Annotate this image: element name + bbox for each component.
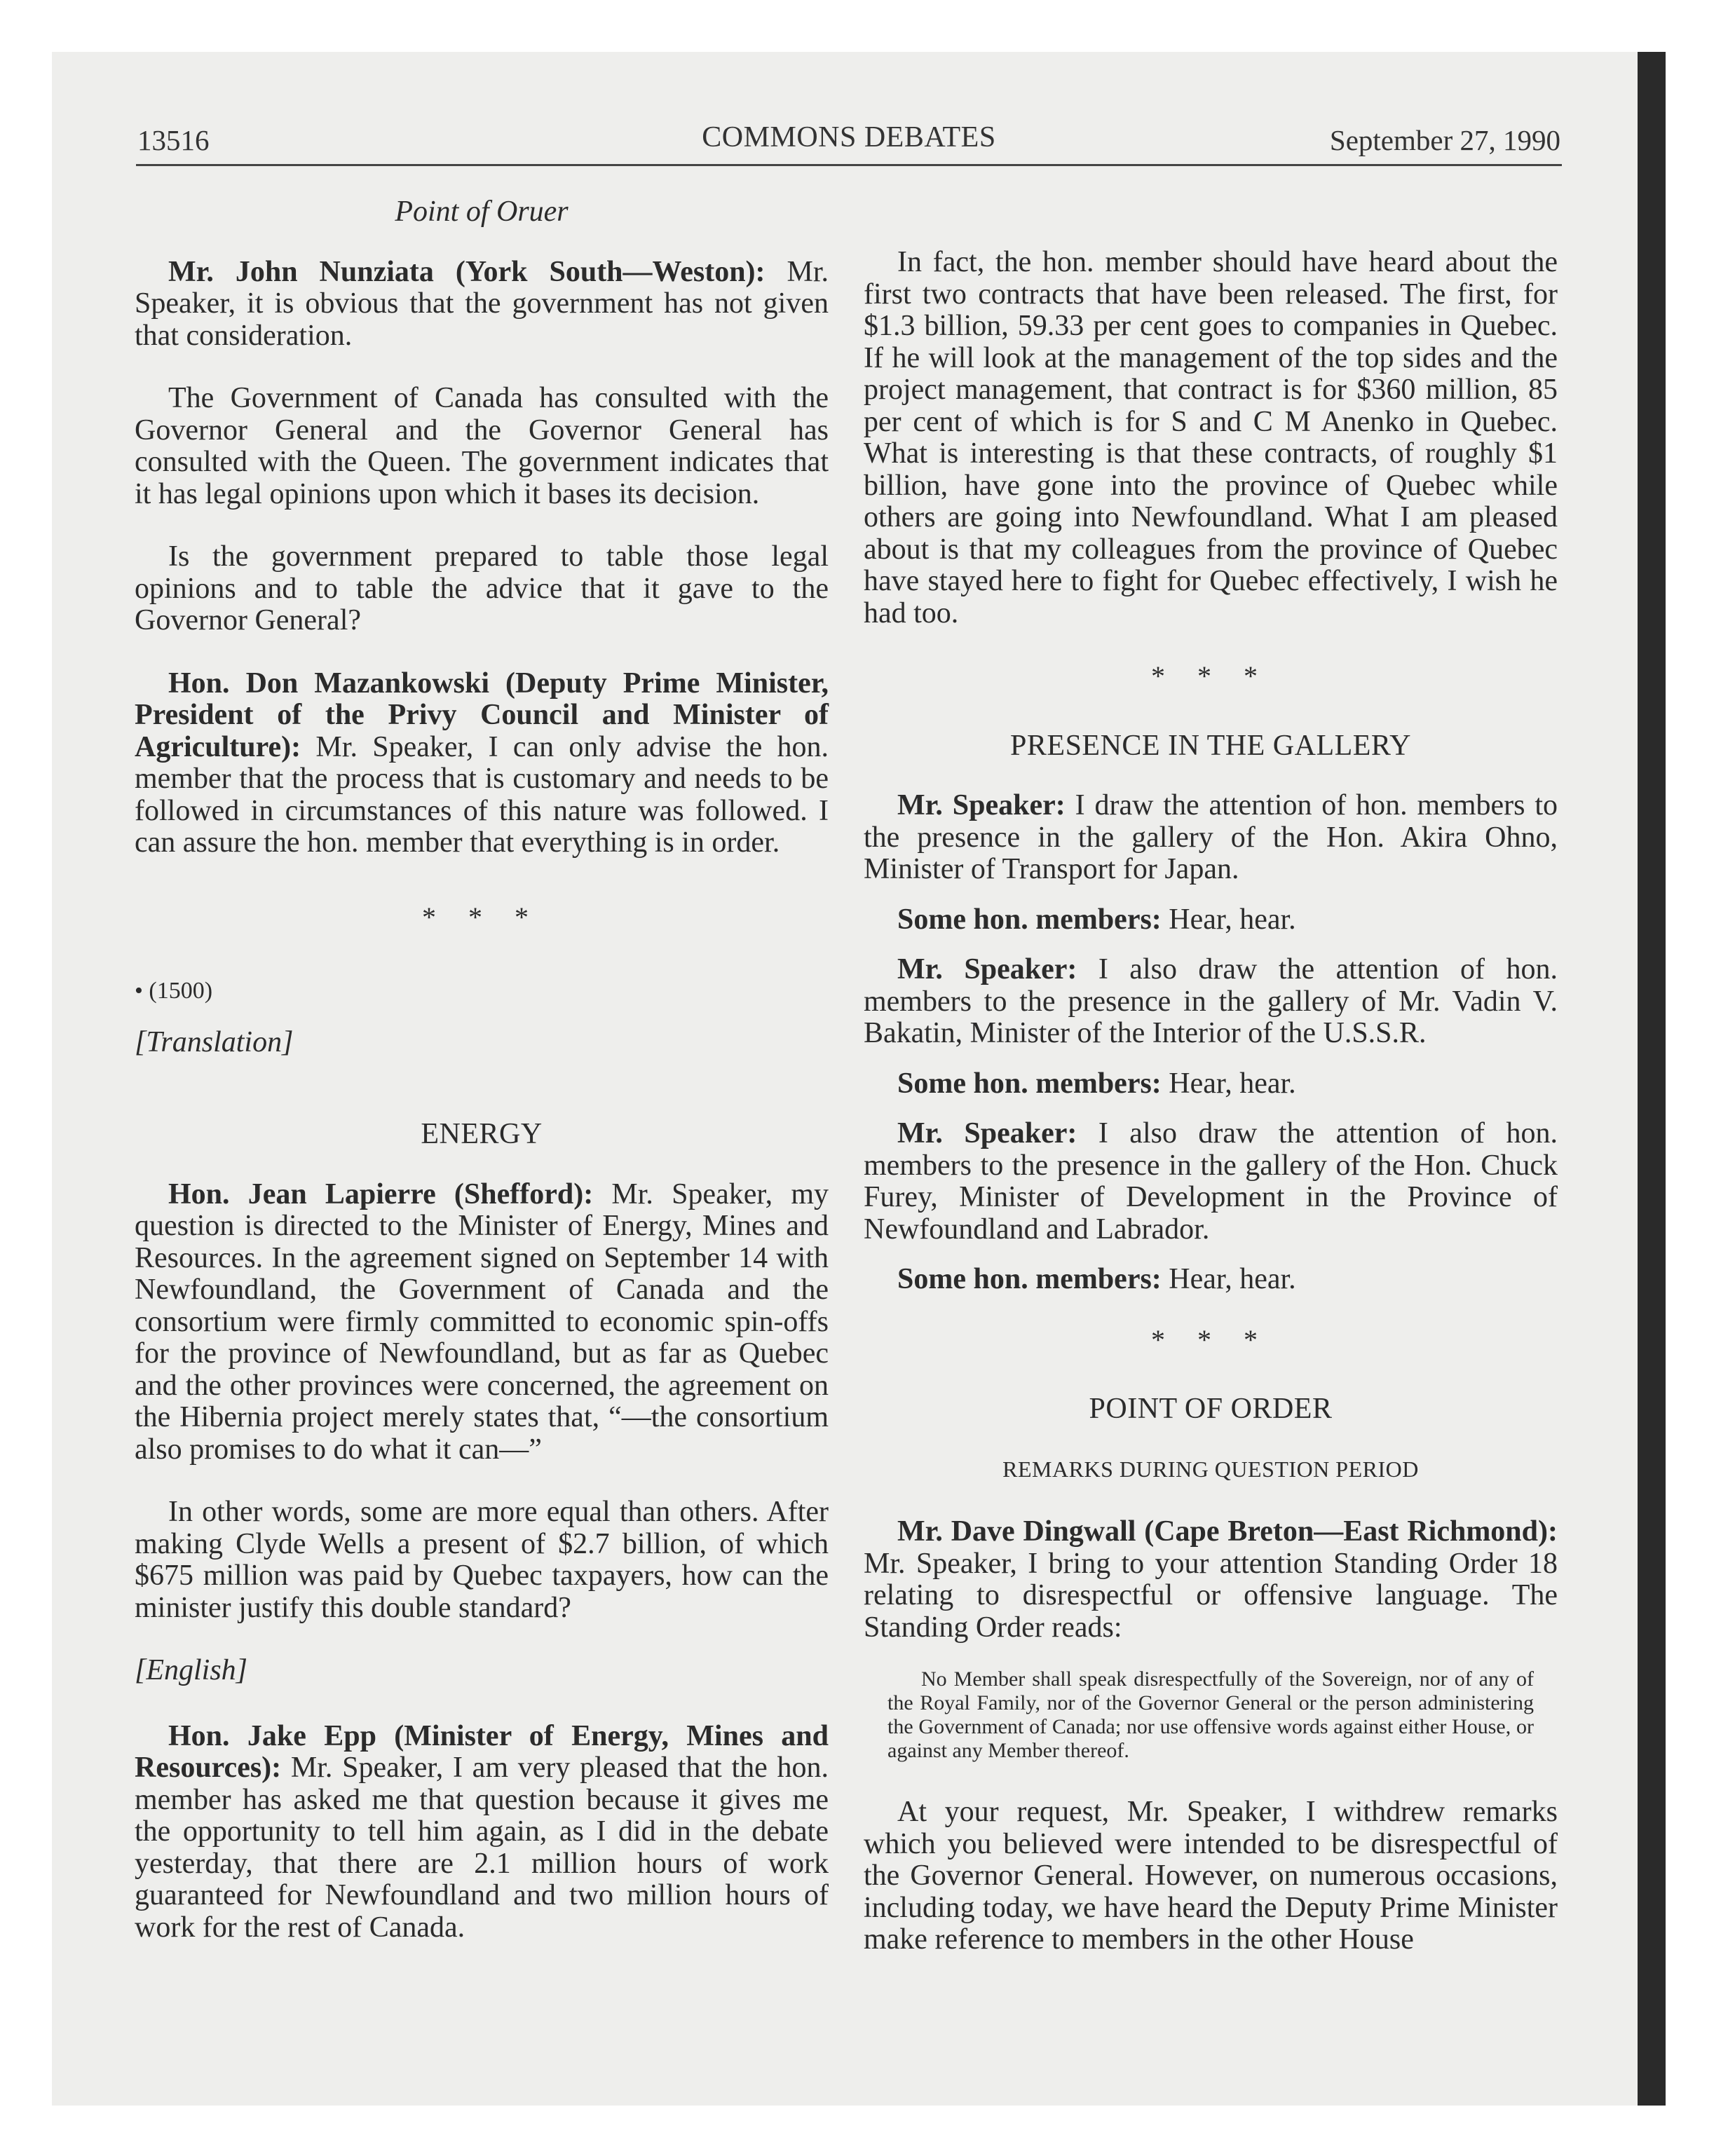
- left-column: [135, 196, 829, 1974]
- subsection-heading: REMARKS DURING QUESTION PERIOD: [1002, 1456, 1419, 1482]
- paragraph: [864, 1068, 1558, 1100]
- translation-tag: [Translation]: [135, 1025, 294, 1058]
- english-tag: [English]: [135, 1654, 248, 1686]
- speech-text: Mr. Speaker, I am very pleased that the hon. member has asked me that question because it gives me the opportunity to tell him again, as I did in the debate yesterday, that there are 2.1 million hours of work guaranteed for Newfoundland and two million hours of work for the rest of Canada.: [135, 1752, 829, 1944]
- speaker-name: Some hon. members:: [897, 1263, 1162, 1295]
- page-number: 13516: [137, 124, 210, 156]
- speaker-name: Hon. Jake Epp (Minister of Energy, Mines and Resources):: [135, 1719, 829, 1784]
- paragraph: [864, 1118, 1558, 1246]
- speech-text: Mr. Speaker, my question is directed to the Minister of Energy, Mines and Resources. In the agreement signed on September 14 with Newfoundland, the Government of Canada and the consortium were firmly committed to economic spin-offs for the province of Newfoundland, but as far as Quebec and the other provinces were concerned, the agreement on the Hibernia project merely states that, “—the consortium also promises to do what it can—”: [135, 1178, 829, 1466]
- speech-text: Hear, hear.: [1161, 1263, 1296, 1295]
- speaker-name: Mr. Speaker:: [897, 789, 1066, 821]
- speaker-name: Mr. Dave Dingwall (Cape Breton—East Richmond):: [897, 1515, 1558, 1548]
- paragraph: [864, 1264, 1558, 1296]
- speaker-name: Mr. John Nunziata (York South—Weston):: [168, 255, 766, 288]
- paragraph: In other words, some are more equal than others. After making Clyde Wells a present of $2.7 billion, of which $675 million was paid by Quebec taxpayers, how can the minister justify this double standard?: [135, 1496, 829, 1624]
- speech-text: Mr. Speaker, I can only advise the hon. member that the process that is customary and needs to be followed in circumstances of this nature was followed. I can assure the hon. member that everything is in order.: [135, 730, 829, 859]
- paragraph: [864, 1516, 1558, 1644]
- speaker-name: Hon. Jean Lapierre (Shefford):: [168, 1178, 594, 1210]
- section-separator: * * *: [1151, 1323, 1270, 1356]
- section-separator: * * *: [422, 901, 541, 933]
- scan-edge-shadow: [1638, 52, 1666, 2106]
- section-heading-energy: ENERGY: [421, 1118, 543, 1150]
- speaker-name: Mr. Speaker:: [897, 1117, 1077, 1149]
- paragraph: [864, 954, 1558, 1050]
- speaker-name: Some hon. members:: [897, 903, 1162, 936]
- page-date: September 27, 1990: [1329, 124, 1560, 156]
- speech-text: Mr. Speaker, I bring to your attention Standing Order 18 relating to disrespectful or offensive language. The Standing Order reads:: [864, 1547, 1558, 1644]
- speech-text: Mr. Speaker, it is obvious that the government has not given that consideration.: [135, 255, 829, 352]
- paragraph: Is the government prepared to table those legal opinions and to table the advice that it gave to the Governor General?: [135, 540, 829, 636]
- section-heading-point-of-order: POINT OF ORDER: [1089, 1393, 1333, 1425]
- paragraph: At your request, Mr. Speaker, I withdrew remarks which you believed were intended to be disrespectful of the Governor General. However, on numerous occasions, including today, we have heard the Deputy Prime Minister make reference to members in the other House: [864, 1796, 1558, 1956]
- paragraph: [135, 1179, 829, 1466]
- paragraph: In fact, the hon. member should have heard about the first two contracts that have been released. The first, for $1.3 billion, 59.33 per cent goes to companies in Quebec. If he will look at the management of the top sides and the project management, that contract is for $360 million, 85 per cent of which is for S and C M Anenko in Quebec. What is interesting is that these contracts, of roughly $1 billion, have gone into the province of Quebec while others are going into Newfoundland. What I am pleased about is that my colleagues from the province of Quebec have stayed here to fight for Quebec effectively, I wish he had too.: [864, 246, 1558, 629]
- speaker-name: Hon. Don Mazankowski (Deputy Prime Minister, President of the Privy Council and Minister of Agriculture):: [135, 667, 829, 763]
- quote-text: No Member shall speak disrespectfully of the Sovereign, nor of any of the Royal Family, nor of the Governor General or the person administering the Government of Canada; nor use offensive words against either House, or against any Member thereof.: [887, 1667, 1534, 1762]
- paragraph: [864, 904, 1558, 936]
- header-rule: [136, 164, 1562, 166]
- section-heading-gallery: PRESENCE IN THE GALLERY: [1010, 729, 1411, 762]
- right-column: [864, 247, 1558, 1987]
- speech-text: Hear, hear.: [1161, 903, 1296, 936]
- speech-text: Hear, hear.: [1161, 1067, 1296, 1100]
- speech-text: I draw the attention of hon. members to the presence in the gallery of the Hon. Akira Ohno, Minister of Transport for Japan.: [864, 789, 1558, 885]
- paragraph: [135, 1721, 829, 1944]
- publication-title: COMMONS DEBATES: [702, 121, 996, 153]
- speech-text: I also draw the attention of hon. members to the presence in the gallery of Mr. Vadin V. Bakatin, Minister of the Interior of the U.S.S.R.: [864, 953, 1558, 1049]
- speaker-name: Some hon. members:: [897, 1067, 1162, 1100]
- paragraph: The Government of Canada has consulted with the Governor General and the Governor General has consulted with the Queen. The government indicates that it has legal opinions upon which it bases its decision.: [135, 382, 829, 510]
- page-header: [137, 118, 1560, 164]
- paragraph: [864, 790, 1558, 886]
- paragraph: [135, 257, 829, 353]
- running-head: Point of Oruer: [395, 196, 569, 228]
- standing-order-quote: [887, 1667, 1534, 1763]
- speaker-name: Mr. Speaker:: [897, 953, 1077, 985]
- paragraph: [135, 668, 829, 859]
- speech-text: I also draw the attention of hon. members to the presence in the gallery of the Hon. Chuck Furey, Minister of Development in the Province of Newfoundland and Labrador.: [864, 1117, 1558, 1246]
- time-marker: • (1500): [135, 978, 213, 1004]
- section-separator: * * *: [1151, 660, 1270, 692]
